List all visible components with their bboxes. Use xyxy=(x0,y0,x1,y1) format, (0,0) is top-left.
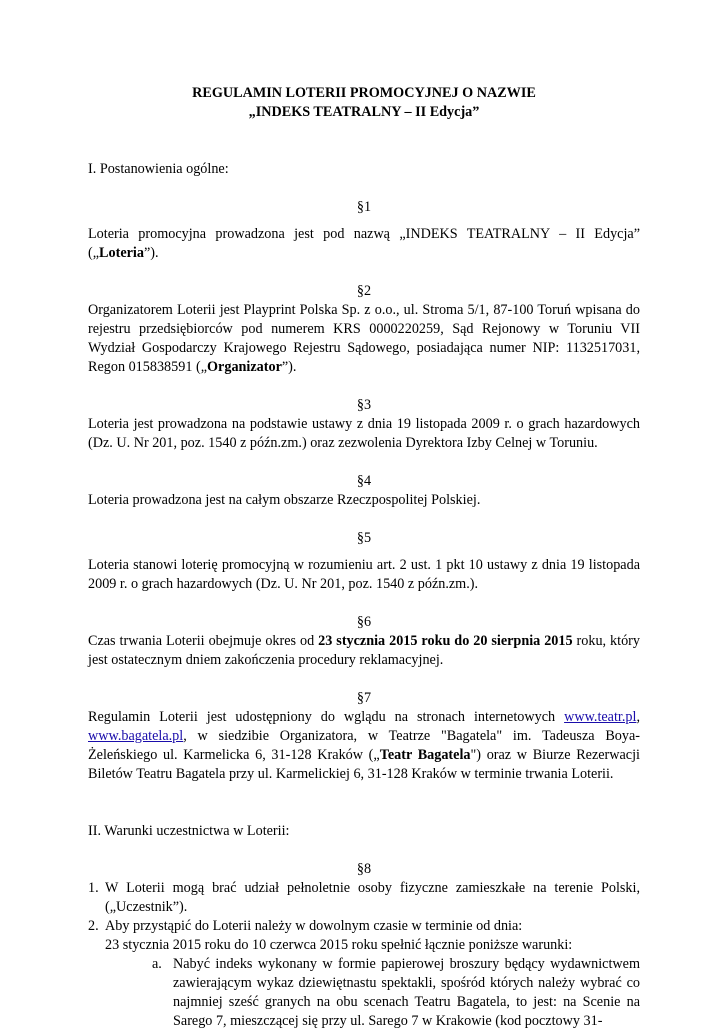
p7-bold: Teatr Bagatela xyxy=(379,747,471,763)
document-title xyxy=(88,84,640,122)
p6-bold: 23 stycznia 2015 roku do 20 sierpnia 2015 xyxy=(318,633,573,649)
sublist-item-a-text: Nabyć indeks wykonany w formie papierowej broszury będący wydawnictwem zawierającym wykaz dziewiętnastu spektakli, spośród których należy wybrać co najmniej sześć granych na obu scenach Teatru Bagatela, to jest: na Scenie na Sarego 7, mieszczącej się przy ul. Sarego 7 w Krakowie (kod pocztowy 31- xyxy=(173,956,640,1029)
paragraph-sign-1: §1 xyxy=(356,199,372,215)
title-line-1: REGULAMIN LOTERII PROMOCYJNEJ O NAZWIE xyxy=(192,85,536,101)
section-1-heading: I. Postanowienia ogólne: xyxy=(88,161,229,177)
paragraph-2-text xyxy=(88,301,640,377)
paragraph-sign-5: §5 xyxy=(356,530,372,546)
paragraph-sign-6: §6 xyxy=(356,614,372,630)
p2-bold: Organizator xyxy=(207,359,282,375)
list-item-2-text: Aby przystąpić do Loterii należy w dowolnym czasie w terminie od dnia: xyxy=(105,918,523,934)
p7-text-c: , w siedzibie Organizatora, w Teatrze "Bagatela" im. Tadeusza Boya-Żeleńskiego ul. Karmelicka 6, 31-128 Kraków („ xyxy=(88,728,640,763)
section-2-heading: II. Warunki uczestnictwa w Loterii: xyxy=(88,823,290,839)
paragraph-4-text: Loteria prowadzona jest na całym obszarze Rzeczpospolitej Polskiej. xyxy=(88,492,481,508)
paragraph-sign-8: §8 xyxy=(356,861,372,877)
p7-text-d: ") oraz w Biurze Rezerwacji Biletów Teatru Bagatela przy ul. Karmelickiej 6, 31-128 Kraków w terminie trwania Loterii. xyxy=(88,747,640,782)
sublist-label-a: a. xyxy=(152,956,162,972)
list-item-2-continuation: 23 stycznia 2015 roku do 10 czerwca 2015 roku spełnić łącznie poniższe warunki: xyxy=(105,937,573,953)
document-page xyxy=(88,84,640,1031)
paragraph-3-text: Loteria jest prowadzona na podstawie ustawy z dnia 19 listopada 2009 r. o grach hazardowych (Dz. U. Nr 201, poz. 1540 z późn.zm.) oraz zezwolenia Dyrektora Izby Celnej w Toruniu. xyxy=(88,416,640,451)
link-teatr-pl[interactable]: www.teatr.pl xyxy=(564,709,637,725)
paragraph-8-list xyxy=(88,879,640,1031)
paragraph-5-text: Loteria stanowi loterię promocyjną w rozumieniu art. 2 ust. 1 pkt 10 ustawy z dnia 19 listopada 2009 r. o grach hazardowych (Dz. U. Nr 201, poz. 1540 z późn.zm.). xyxy=(88,557,640,592)
paragraph-1-text xyxy=(88,225,640,263)
title-line-2: „INDEKS TEATRALNY – II Edycja” xyxy=(248,104,480,120)
p1-text-a: Loteria promocyjna prowadzona jest pod nazwą „INDEKS TEATRALNY – II Edycja” („ xyxy=(88,226,640,261)
list-item-2 xyxy=(88,917,640,936)
p2-text-b: ”). xyxy=(281,359,297,375)
p6-text-b: roku, który jest ostatecznym dniem zakończenia procedury reklamacyjnej. xyxy=(88,633,640,668)
link-bagatela-pl[interactable]: www.bagatela.pl xyxy=(88,728,184,744)
paragraph-sign-4: §4 xyxy=(356,473,372,489)
list-item-1 xyxy=(88,879,640,917)
p1-bold: Loteria xyxy=(99,245,144,261)
paragraph-6-text xyxy=(88,632,640,670)
p1-text-b: ”). xyxy=(143,245,159,261)
list-number-1: 1. xyxy=(88,880,99,896)
list-item-1-text: W Loterii mogą brać udział pełnoletnie osoby fizyczne zamieszkałe na terenie Polski, („Uczestnik”). xyxy=(105,880,640,915)
p7-text-b: , xyxy=(636,709,640,725)
p7-text-a: Regulamin Loterii jest udostępniony do wglądu na stronach internetowych xyxy=(88,709,565,725)
paragraph-sign-3: §3 xyxy=(356,397,372,413)
list-number-2: 2. xyxy=(88,918,99,934)
paragraph-sign-2: §2 xyxy=(356,283,372,299)
p2-text-a: Organizatorem Loterii jest Playprint Polska Sp. z o.o., ul. Stroma 5/1, 87-100 Toruń wpisana do rejestru przedsiębiorców pod numerem KRS 0000220259, Sąd Rejonowy w Toruniu VII Wydział Gospodarczy Krajowego Rejestru Sądowego, posiadająca numer NIP: 1132517031, Regon 015838591 („ xyxy=(88,302,640,375)
sublist-item-a xyxy=(88,955,640,1031)
paragraph-sign-7: §7 xyxy=(356,690,372,706)
p6-text-a: Czas trwania Loterii obejmuje okres od xyxy=(88,633,319,649)
paragraph-7-text xyxy=(88,708,640,784)
